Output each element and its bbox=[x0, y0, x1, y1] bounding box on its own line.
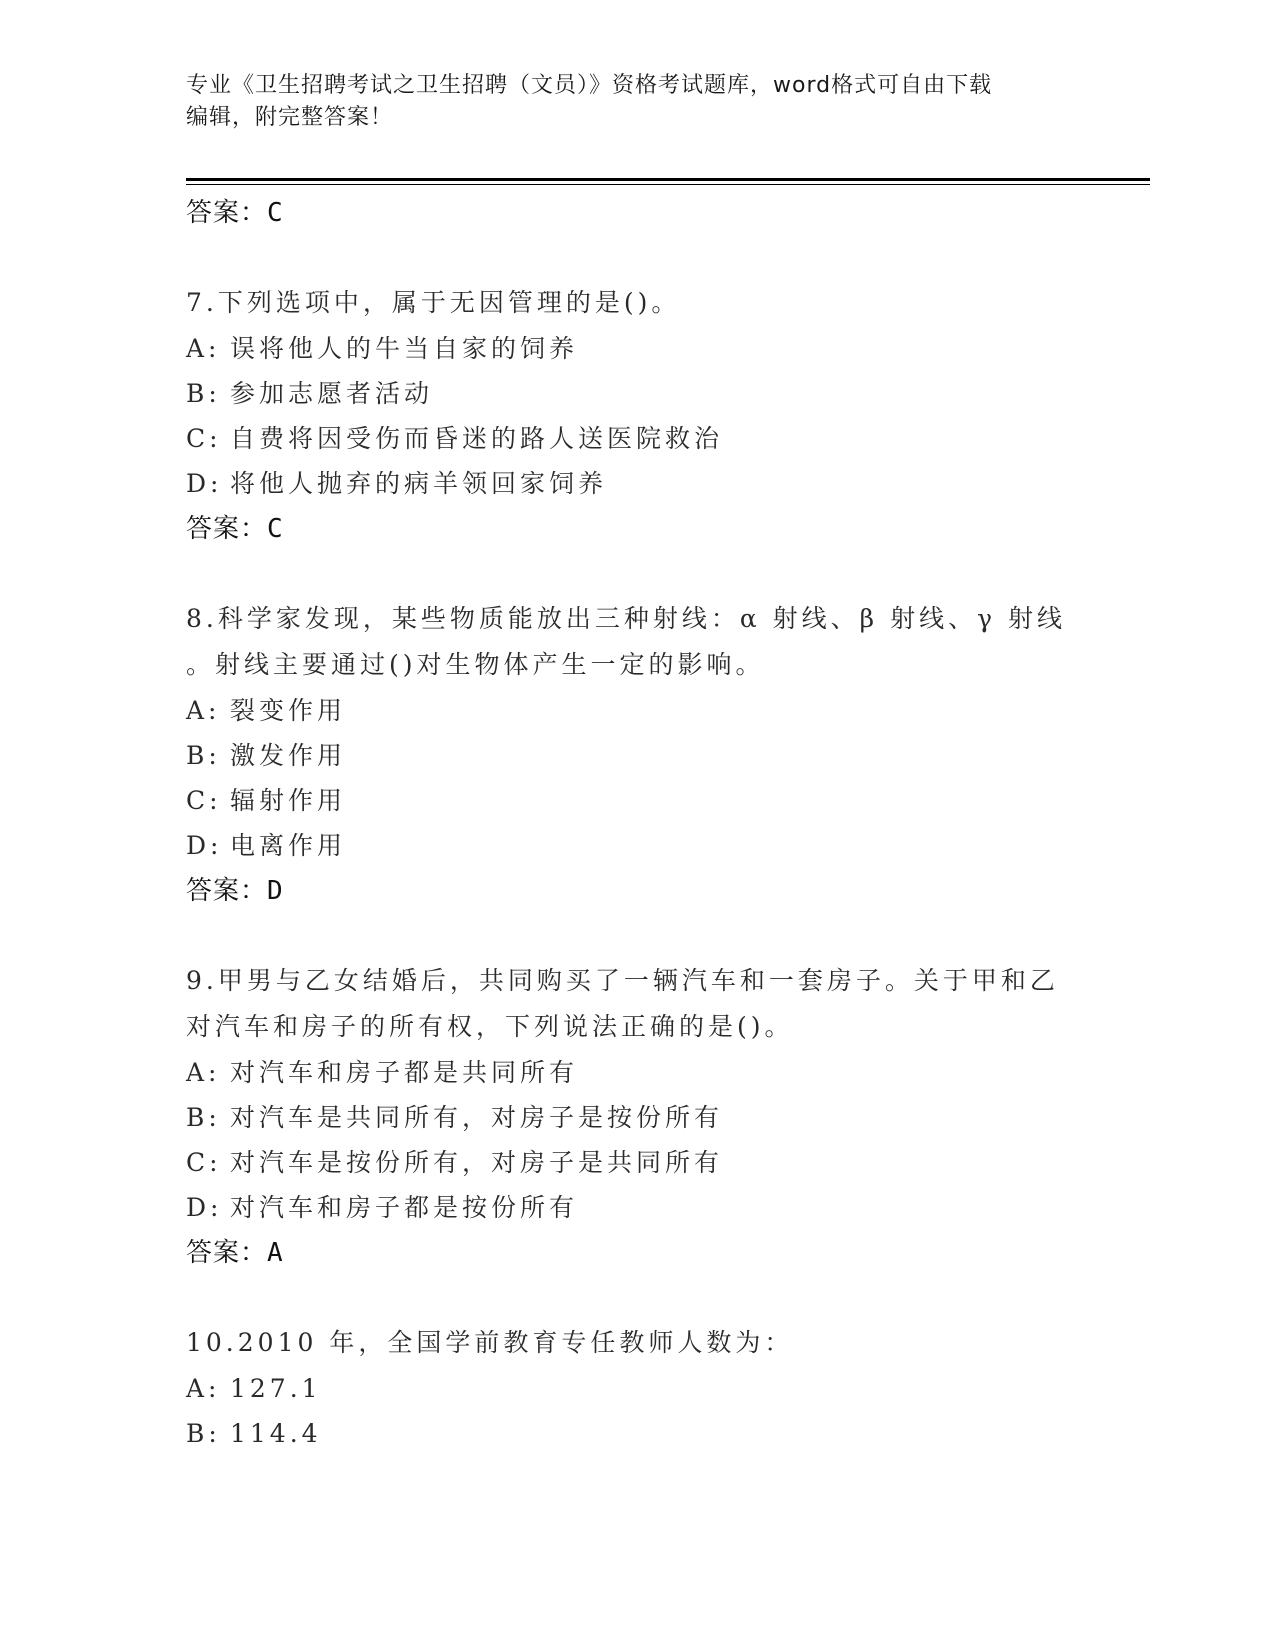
option-letter: B: bbox=[186, 1103, 221, 1132]
option-letter: C: bbox=[186, 424, 222, 453]
option-c bbox=[186, 778, 1086, 823]
option-text: 对汽车是按份所有，对房子是共同所有 bbox=[230, 1148, 724, 1177]
option-text: 辐射作用 bbox=[230, 786, 347, 815]
answer-label: 答案： bbox=[186, 197, 268, 227]
answer-label: 答案： bbox=[186, 1237, 268, 1267]
option-text: 裂变作用 bbox=[230, 696, 347, 725]
option-text: 将他人抛弃的病羊领回家饲养 bbox=[230, 469, 608, 498]
question-text-continued: 。射线主要通过()对生物体产生一定的影响。 bbox=[186, 650, 765, 679]
option-d bbox=[186, 461, 1086, 506]
option-b bbox=[186, 733, 1086, 778]
option-letter: C: bbox=[186, 786, 222, 815]
option-text: 127.1 bbox=[230, 1374, 322, 1403]
option-letter: C: bbox=[186, 1148, 222, 1177]
header-divider-thin bbox=[186, 184, 1150, 185]
option-text: 对汽车和房子都是按份所有 bbox=[230, 1193, 579, 1222]
option-letter: B: bbox=[186, 741, 221, 770]
option-b bbox=[186, 371, 1086, 416]
question-text: 9.甲男与乙女结婚后，共同购买了一辆汽车和一套房子。关于甲和乙 bbox=[186, 966, 1059, 995]
option-text: 参加志愿者活动 bbox=[230, 379, 434, 408]
option-letter: A: bbox=[186, 696, 221, 725]
option-letter: D: bbox=[186, 831, 223, 860]
question-block bbox=[186, 1320, 1086, 1456]
option-c bbox=[186, 416, 1086, 461]
question-block bbox=[186, 280, 1086, 550]
answer-line bbox=[186, 506, 1086, 550]
option-text: 激发作用 bbox=[230, 741, 347, 770]
answer-label: 答案： bbox=[186, 875, 268, 905]
header-line-2: 编辑，附完整答案！ bbox=[186, 105, 394, 130]
document-body bbox=[186, 190, 1086, 1456]
option-d bbox=[186, 1185, 1086, 1230]
question-text: 7.下列选项中，属于无因管理的是()。 bbox=[186, 288, 681, 317]
answer-line bbox=[186, 1230, 1086, 1274]
answer-label: 答案： bbox=[186, 513, 268, 543]
answer-line bbox=[186, 190, 1086, 234]
option-a bbox=[186, 1366, 1086, 1411]
document-header bbox=[186, 70, 1066, 134]
answer-key: D bbox=[267, 876, 284, 906]
answer-key: C bbox=[267, 514, 284, 544]
answer-key: C bbox=[267, 198, 284, 228]
option-text: 电离作用 bbox=[230, 831, 347, 860]
option-a bbox=[186, 688, 1086, 733]
question-text-continued: 对汽车和房子的所有权，下列说法正确的是()。 bbox=[186, 1012, 794, 1041]
option-a bbox=[186, 326, 1086, 371]
option-letter: B: bbox=[186, 1419, 221, 1448]
option-b bbox=[186, 1095, 1086, 1140]
option-c bbox=[186, 1140, 1086, 1185]
option-letter: D: bbox=[186, 1193, 223, 1222]
option-letter: B: bbox=[186, 379, 221, 408]
option-letter: A: bbox=[186, 334, 221, 363]
option-text: 114.4 bbox=[230, 1419, 322, 1448]
header-line-1: 专业《卫生招聘考试之卫生招聘（文员）》资格考试题库，word格式可自由下载 bbox=[186, 73, 993, 98]
option-b bbox=[186, 1411, 1086, 1456]
option-d bbox=[186, 823, 1086, 868]
option-text: 对汽车是共同所有，对房子是按份所有 bbox=[230, 1103, 724, 1132]
option-letter: D: bbox=[186, 469, 223, 498]
option-letter: A: bbox=[186, 1374, 221, 1403]
question-block bbox=[186, 958, 1086, 1274]
question-text: 8.科学家发现，某些物质能放出三种射线：α 射线、β 射线、γ 射线 bbox=[186, 604, 1066, 633]
option-a bbox=[186, 1050, 1086, 1095]
header-divider-thick bbox=[186, 178, 1150, 181]
answer-key: A bbox=[267, 1238, 284, 1268]
question-block bbox=[186, 596, 1086, 912]
option-text: 误将他人的牛当自家的饲养 bbox=[230, 334, 579, 363]
answer-line bbox=[186, 868, 1086, 912]
question-text: 10.2010 年，全国学前教育专任教师人数为： bbox=[186, 1328, 794, 1357]
option-text: 对汽车和房子都是共同所有 bbox=[230, 1058, 579, 1087]
option-text: 自费将因受伤而昏迷的路人送医院救治 bbox=[230, 424, 724, 453]
option-letter: A: bbox=[186, 1058, 221, 1087]
